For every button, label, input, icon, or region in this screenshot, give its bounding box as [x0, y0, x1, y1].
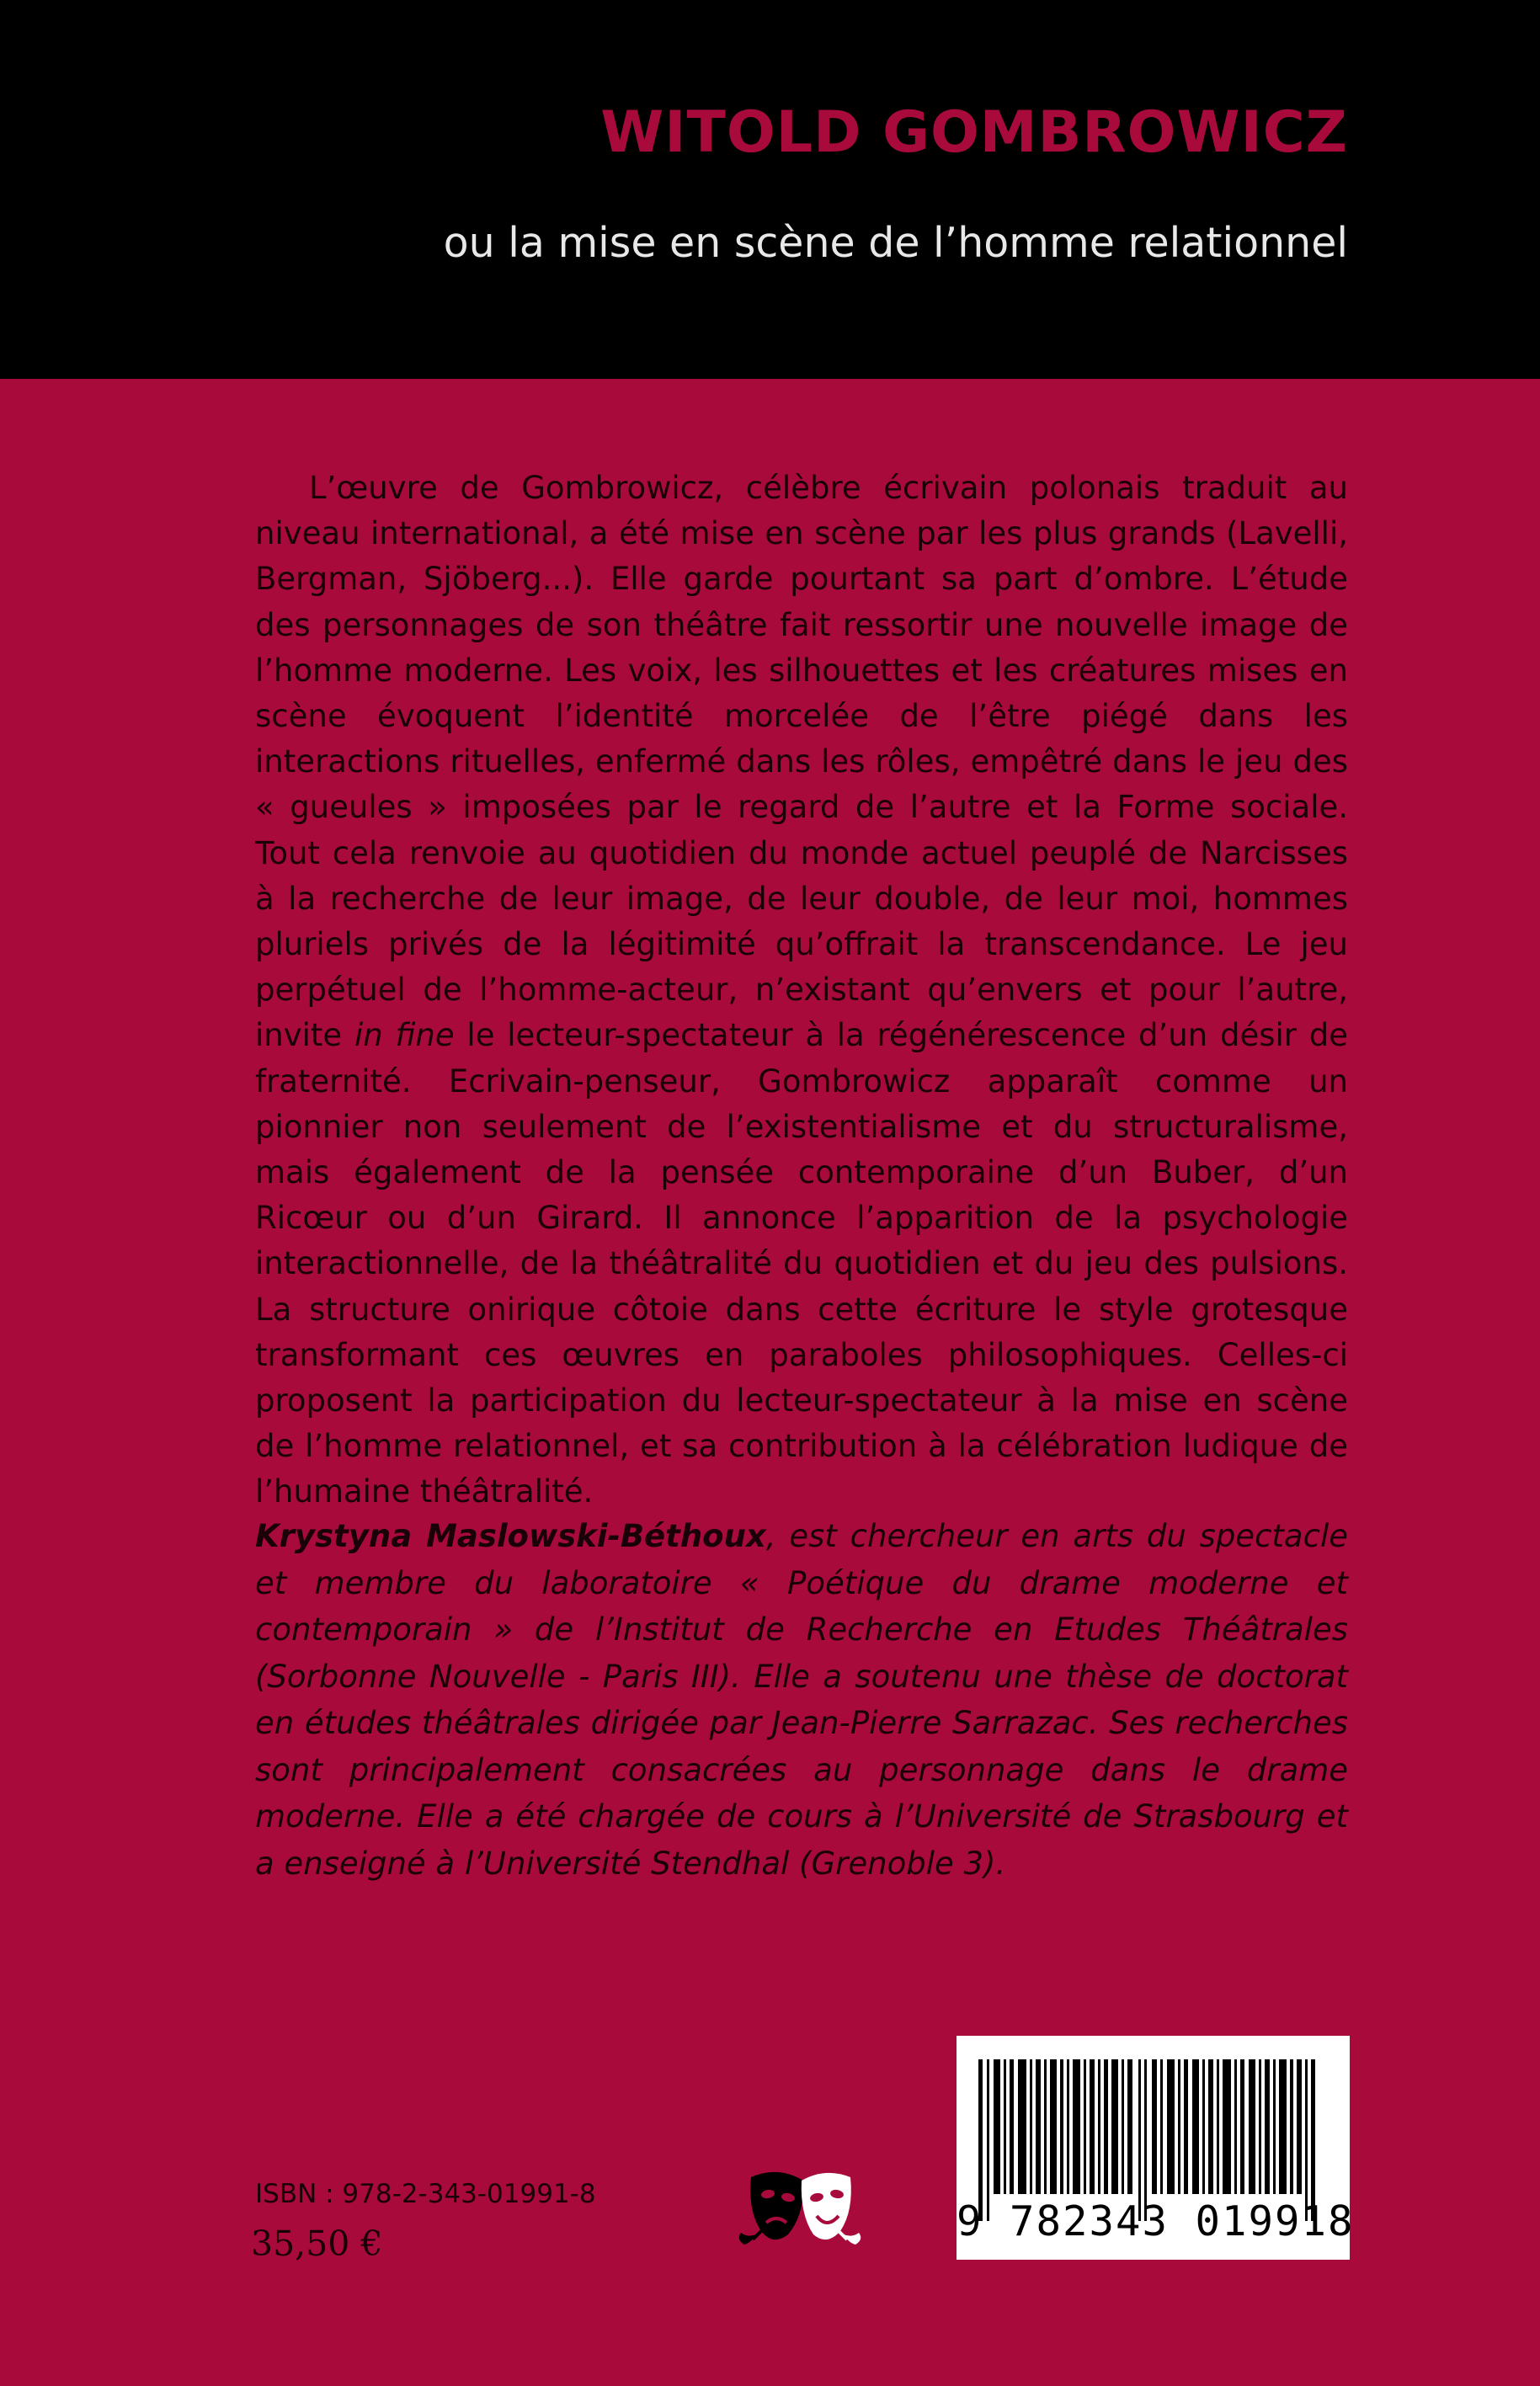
author-bio: [255, 1513, 1348, 1887]
book-subtitle: ou la mise en scène de l’homme relationnel: [443, 219, 1348, 267]
header-band: [0, 0, 1540, 379]
author-name: Krystyna Maslowski-Béthoux: [255, 1518, 766, 1554]
price: 35,50 €: [251, 2224, 383, 2264]
author-bio-text: , est chercheur en arts du spectacle et membre du laboratoire « Poétique du drame moderne et contemporain » de l’Institut de Recherche en Etudes Théâtrales (Sorbonne Nouvelle - Paris III). Elle a soutenu une thèse de doctorat en études théâtrales dirigée par Jean-Pierre Sarrazac. Ses recherches sont principalement consacrées au personnage dans le drame moderne. Elle a été chargée de cours à l’Université de Strasbourg et a enseigné à l’Université Stendhal (Grenoble 3).: [255, 1518, 1348, 1882]
summary-text-part1: L’œuvre de Gombrowicz, célèbre écrivain polonais traduit au niveau international, a été mise en scène par les plus grands (Lavelli, Bergman, Sjöberg...). Elle garde pourtant sa part d’ombre. L’étude des personnages de son théâtre fait ressortir une nouvelle image de l’homme moderne. Les voix, les silhouettes et les créatures mises en scène évoquent l’identité morcelée de l’être piégé dans les interactions rituelles, enfermé dans les rôles, empêtré dans le jeu des « gueules » imposées par le regard de l’autre et la Forme sociale. Tout cela renvoie au quotidien du monde actuel peuplé de Narcisses à la recherche de leur image, de leur double, de leur moi, hommes pluriels privés de la légitimité qu’offrait la transcendance. Le jeu perpétuel de l’homme-acteur, n’existant qu’envers et pour l’autre, invite: [255, 470, 1348, 1054]
barcode: [957, 2036, 1355, 2260]
barcode-digits: 9 782343 019918: [957, 2197, 1355, 2245]
book-title: WITOLD GOMBROWICZ: [600, 99, 1348, 166]
isbn: ISBN : 978-2-343-01991-8: [255, 2179, 596, 2209]
summary-text-part2: le lecteur-spectateur à la régénérescence d’un désir de fraternité. Ecrivain-penseur, Gombrowicz apparaît comme un pionnier non seulement de l’existentialisme et du structuralisme, mais également de la pensée contemporaine d’un Buber, d’un Ricœur ou d’un Girard. Il annonce l’apparition de la psychologie interactionnelle, de la théâtralité du quotidien et du jeu des pulsions. La structure onirique côtoie dans cette écriture le style grotesque transformant ces œuvres en paraboles philosophiques. Celles-ci proposent la participation du lecteur-spectateur à la mise en scène de l’homme relationnel, et sa contribution à la célébration ludique de l’humaine théâtralité.: [255, 1017, 1349, 1510]
summary-emphasis: in fine: [354, 1017, 455, 1054]
theatre-masks-icon: [733, 2162, 867, 2263]
book-summary: [255, 466, 1348, 1515]
